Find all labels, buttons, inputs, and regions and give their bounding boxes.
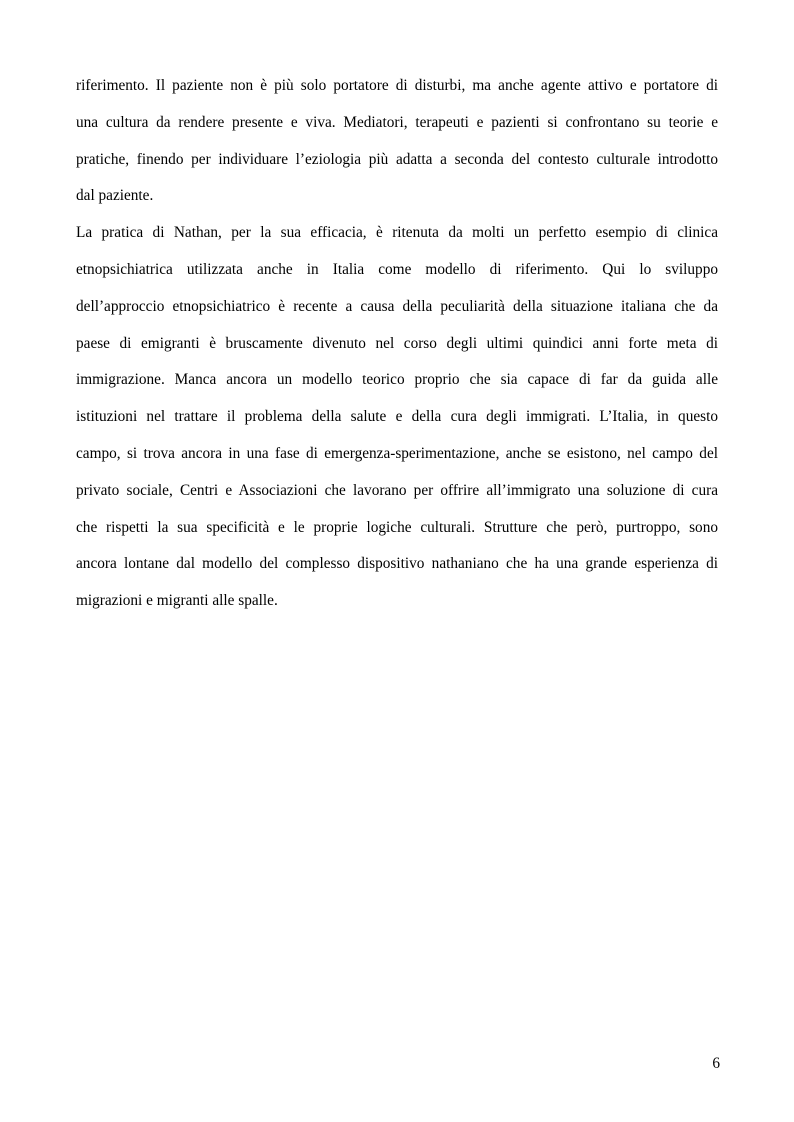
paragraph-1 — [76, 72, 718, 219]
text-line: ancora lontane dal modello del complesso dispositivo nathaniano che ha una grande esperienza di — [76, 555, 718, 573]
page-number: 6 — [712, 1055, 720, 1072]
document-body — [76, 72, 718, 624]
text-line: migrazioni e migranti alle spalle. — [76, 592, 278, 610]
text-line: istituzioni nel trattare il problema della salute e della cura degli immigrati. L’Italia, in questo — [76, 408, 718, 426]
text-line: campo, si trova ancora in una fase di emergenza-sperimentazione, anche se esistono, nel campo del — [76, 444, 718, 462]
text-line: immigrazione. Manca ancora un modello teorico proprio che sia capace di far da guida alle — [76, 371, 718, 389]
text-line: riferimento. Il paziente non è più solo portatore di disturbi, ma anche agente attivo e portatore di — [76, 77, 718, 94]
text-line: dell’approccio etnopsichiatrico è recente a causa della peculiarità della situazione italiana che da — [76, 297, 718, 315]
text-line: dal paziente. — [76, 187, 154, 205]
paragraph-2 — [76, 219, 718, 624]
text-line: pratiche, finendo per individuare l’eziologia più adatta a seconda del contesto culturale introdotto — [76, 150, 718, 168]
text-line: paese di emigranti è bruscamente divenuto nel corso degli ultimi quindici anni forte meta di — [76, 334, 718, 352]
text-line: La pratica di Nathan, per la sua efficacia, è ritenuta da molti un perfetto esempio di clinica — [76, 224, 718, 242]
text-line: una cultura da rendere presente e viva. Mediatori, terapeuti e pazienti si confrontano su teorie e — [76, 113, 718, 131]
text-line: privato sociale, Centri e Associazioni che lavorano per offrire all’immigrato una soluzione di cura — [76, 481, 718, 499]
text-line: che rispetti la sua specificità e le proprie logiche culturali. Strutture che però, purtroppo, sono — [76, 518, 718, 536]
text-line: etnopsichiatrica utilizzata anche in Italia come modello di riferimento. Qui lo sviluppo — [76, 260, 718, 278]
